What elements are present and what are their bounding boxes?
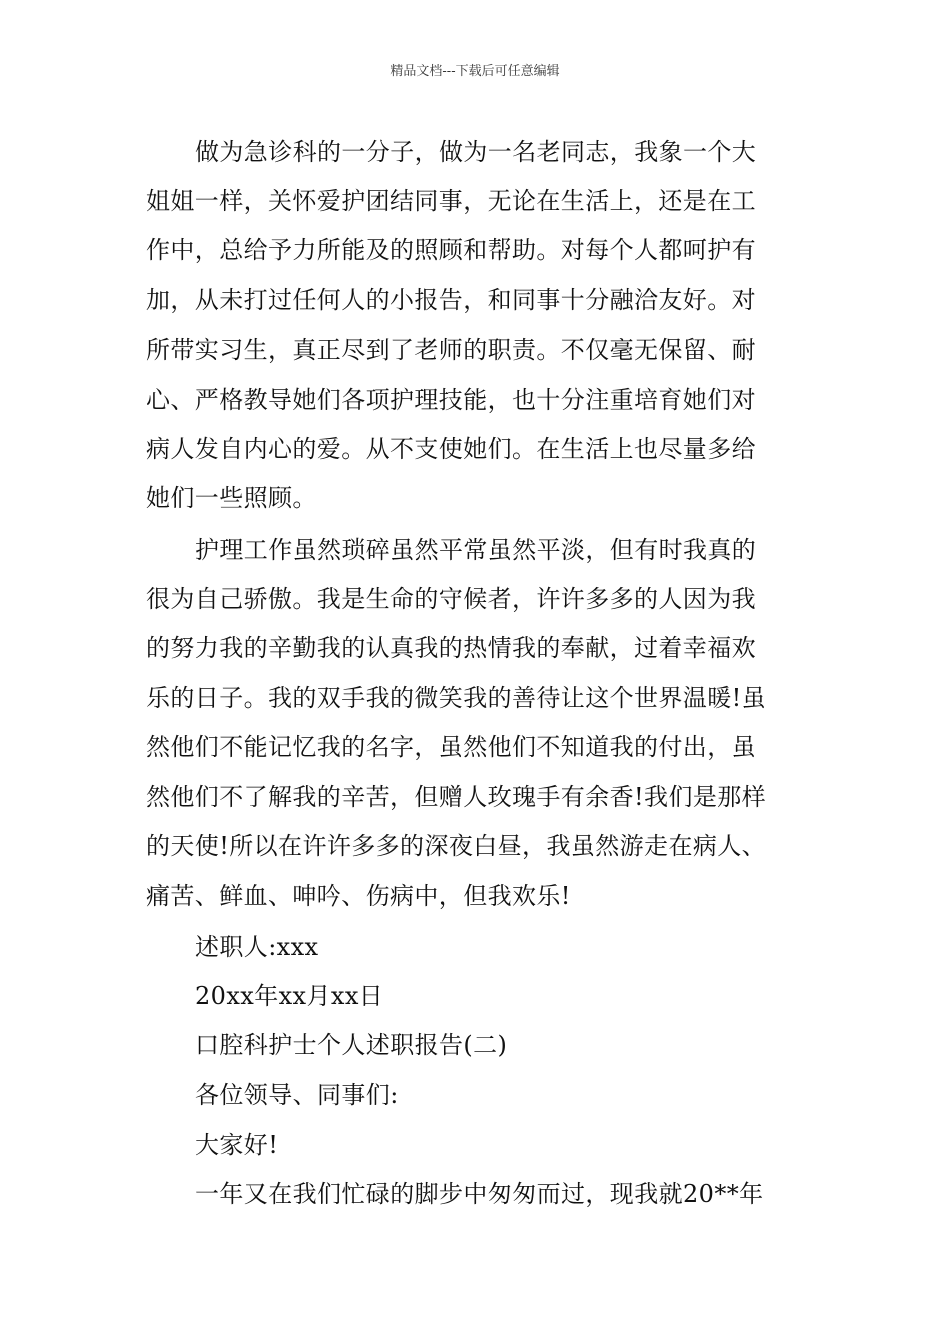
paragraph-line: 很为自己骄傲。我是生命的守候者，许许多多的人因为我	[146, 585, 756, 613]
greeting: 大家好!	[195, 1131, 279, 1159]
paragraph-line: 一年又在我们忙碌的脚步中匆匆而过，现我就20**年	[195, 1180, 764, 1208]
paragraph-line: 所带实习生，真正尽到了老师的职责。不仅毫无保留、耐	[146, 336, 756, 364]
paragraph-line: 痛苦、鲜血、呻吟、伤病中，但我欢乐!	[146, 882, 571, 910]
section-title: 口腔科护士个人述职报告(二)	[195, 1031, 508, 1059]
salutation: 各位领导、同事们:	[195, 1081, 399, 1109]
paragraph-line: 她们一些照顾。	[146, 484, 317, 512]
paragraph-line: 心、严格教导她们各项护理技能，也十分注重培育她们对	[146, 386, 756, 414]
paragraph-line: 做为急诊科的一分子，做为一名老同志，我象一个大	[195, 138, 757, 166]
paragraph-line: 加，从未打过任何人的小报告，和同事十分融洽友好。对	[146, 286, 756, 314]
paragraph-line: 姐姐一样，关怀爱护团结同事，无论在生活上，还是在工	[146, 187, 756, 215]
paragraph-line: 乐的日子。我的双手我的微笑我的善待让这个世界温暖!虽	[146, 684, 767, 712]
signature-name: 述职人:xxx	[195, 933, 319, 961]
signature-date: 20xx年xx月xx日	[195, 982, 384, 1010]
paragraph-line: 然他们不了解我的辛苦，但赠人玫瑰手有余香!我们是那样	[146, 783, 767, 811]
paragraph-line: 病人发自内心的爱。从不支使她们。在生活上也尽量多给	[146, 435, 756, 463]
paragraph-line: 作中，总给予力所能及的照顾和帮助。对每个人都呵护有	[146, 236, 756, 264]
paragraph-line: 的努力我的辛勤我的认真我的热情我的奉献，过着幸福欢	[146, 634, 756, 662]
paragraph-line: 然他们不能记忆我的名字，虽然他们不知道我的付出，虽	[146, 733, 756, 761]
page-header: 精品文档---下载后可任意编辑	[390, 64, 560, 79]
paragraph-line: 的天使!所以在许许多多的深夜白昼，我虽然游走在病人、	[146, 832, 767, 860]
paragraph-line: 护理工作虽然琐碎虽然平常虽然平淡，但有时我真的	[195, 536, 757, 564]
